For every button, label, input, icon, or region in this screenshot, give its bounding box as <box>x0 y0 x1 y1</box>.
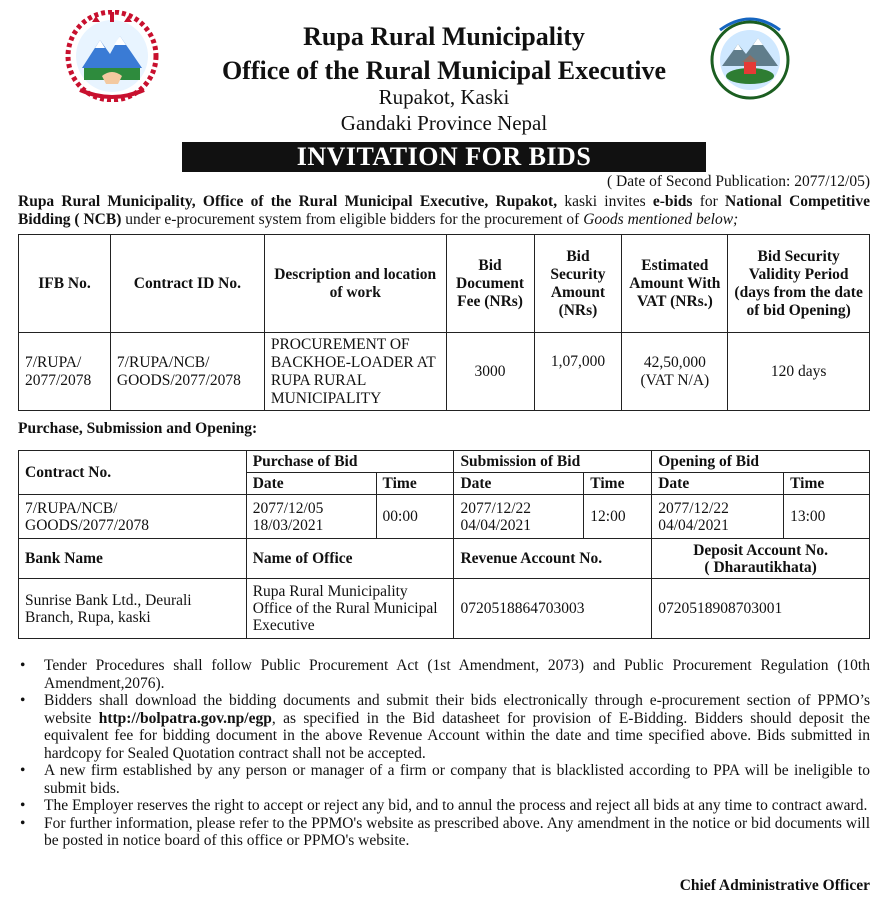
opening-time: 13:00 <box>784 495 870 539</box>
opening-header: Opening of Bid <box>652 451 870 473</box>
intro-text: kaski invites <box>557 193 653 210</box>
deposit-account-label: Deposit Account No. <box>693 541 828 559</box>
note-text: For further information, please refer to the PPMO's website as prescribed above. Any amendment in the notice or bid documents will be posted in notice board of this office or PPMO's website. <box>44 814 870 849</box>
intro-ncb: National Competitive Bidding ( NCB) <box>18 193 870 228</box>
bullet-icon: • <box>20 814 26 832</box>
municipality-name: Rupa Rural Municipality <box>303 22 585 51</box>
time-header: Time <box>584 473 652 495</box>
table-header: Contract ID No. <box>110 235 264 333</box>
office-name-header: Name of Office <box>246 539 454 579</box>
signatory: Chief Administrative Officer <box>679 877 870 894</box>
bid-security-amount: 1,07,000 <box>534 333 622 411</box>
section-title: Purchase, Submission and Opening: <box>18 420 258 437</box>
submission-date-ad: 04/04/2021 <box>460 516 532 534</box>
note-text: , as specified in the Bid datasheet for provision of E-Bidding. Bidders should deposit the equivalent fee for bidding document in the above Revenue Account within the date and time specified above. Bids submitted in hardcopy for Sealed Quotation contract shall not be accepted. <box>44 709 870 762</box>
submission-date <box>454 495 584 539</box>
list-item <box>18 815 870 850</box>
deposit-account-sub: ( Dharautikhata) <box>704 558 817 576</box>
schedule-table <box>18 450 870 639</box>
bid-document-fee: 3000 <box>446 333 534 411</box>
purchase-header: Purchase of Bid <box>246 451 454 473</box>
revenue-account-header: Revenue Account No. <box>454 539 652 579</box>
opening-date <box>652 495 784 539</box>
intro-paragraph <box>18 193 870 229</box>
contract-no-header: Contract No. <box>19 451 247 495</box>
opening-date-bs: 2077/12/22 <box>658 499 729 517</box>
province-line: Gandaki Province Nepal <box>340 111 548 135</box>
note-text: Bidders shall download the bidding documents and submit their bids electronically through e-procurement section of PPMO’s website <box>44 692 870 727</box>
document-title: INVITATION FOR BIDS <box>182 142 706 172</box>
bullet-icon: • <box>20 657 26 674</box>
address-line: Rupakot, Kaski <box>378 85 510 109</box>
vat-note: (VAT N/A) <box>640 371 710 389</box>
contract-no: 7/RUPA/NCB/ GOODS/2077/2078 <box>19 495 247 539</box>
purchase-date-ad: 18/03/2021 <box>252 516 324 534</box>
document-header <box>0 0 888 140</box>
bank-name: Sunrise Bank Ltd., Deurali Branch, Rupa, kaski <box>19 579 247 639</box>
date-header: Date <box>246 473 376 495</box>
ifb-number: 7/RUPA/ 2077/2078 <box>19 333 111 411</box>
deposit-account-number: 0720518908703001 <box>652 579 870 639</box>
deposit-account-header <box>652 539 870 579</box>
bank-name-header: Bank Name <box>19 539 247 579</box>
bullet-icon: • <box>20 692 26 709</box>
table-row <box>19 495 870 539</box>
intro-text: under e-procurement system from eligible bidders for the procurement of <box>121 211 584 228</box>
table-header: Bid Security Validity Period (days from the date of bid Opening) <box>728 235 870 333</box>
office-name-value: Rupa Rural Municipality Office of the Rural Municipal Executive <box>246 579 454 639</box>
note-text: Tender Procedures shall follow Public Procurement Act (1st Amendment, 2073) and Public Procurement Regulation (10th Amendment,2076). <box>44 657 870 692</box>
table-row <box>19 579 870 639</box>
ifb-table <box>18 234 870 411</box>
table-header: Bid Security Amount (NRs) <box>534 235 622 333</box>
list-item <box>18 797 870 815</box>
table-header: Bid Document Fee (NRs) <box>446 235 534 333</box>
bullet-icon: • <box>20 762 26 779</box>
intro-issuer: Rupa Rural Municipality, Office of the Rural Municipal Executive, Rupakot, <box>18 193 558 210</box>
table-header: Estimated Amount With VAT (NRs.) <box>622 235 728 333</box>
table-row <box>19 333 870 411</box>
office-name: Office of the Rural Municipal Executive <box>221 56 667 85</box>
list-item <box>18 762 870 797</box>
validity-period: 120 days <box>728 333 870 411</box>
note-text: A new firm established by any person or manager of a firm or company that is blacklisted according to PPA will be ineligible to submit bids. <box>44 762 870 797</box>
date-header: Date <box>454 473 584 495</box>
submission-time: 12:00 <box>584 495 652 539</box>
submission-date-bs: 2077/12/22 <box>460 499 532 517</box>
table-header: IFB No. <box>19 235 111 333</box>
bullet-icon: • <box>20 797 26 814</box>
note-text: The Employer reserves the right to accept or reject any bid, and to annul the process and reject all bids at any time to contract award. <box>44 797 868 814</box>
work-description: PROCUREMENT OF BACKHOE-LOADER AT RUPA RURAL MUNICIPALITY <box>264 333 446 411</box>
revenue-account-number: 0720518864703003 <box>454 579 652 639</box>
terms-list <box>18 657 870 850</box>
time-header: Time <box>784 473 870 495</box>
intro-ebids: e-bids <box>652 193 693 210</box>
submission-header: Submission of Bid <box>454 451 652 473</box>
estimated-amount <box>622 333 728 411</box>
publication-date: ( Date of Second Publication: 2077/12/05) <box>606 173 870 190</box>
estimated-amount-value: 42,50,000 <box>643 353 706 371</box>
purchase-date <box>246 495 376 539</box>
purchase-time: 00:00 <box>376 495 454 539</box>
intro-text: for <box>692 193 725 210</box>
list-item <box>18 692 870 762</box>
list-item <box>18 657 870 692</box>
contract-id: 7/RUPA/NCB/ GOODS/2077/2078 <box>110 333 264 411</box>
table-header: Description and location of work <box>264 235 446 333</box>
purchase-date-bs: 2077/12/05 <box>252 499 324 517</box>
intro-goods: Goods mentioned below; <box>583 211 739 228</box>
date-header: Date <box>652 473 784 495</box>
ppmo-link[interactable]: http://bolpatra.gov.np/egp <box>98 709 272 727</box>
opening-date-ad: 04/04/2021 <box>658 516 729 534</box>
time-header: Time <box>376 473 454 495</box>
